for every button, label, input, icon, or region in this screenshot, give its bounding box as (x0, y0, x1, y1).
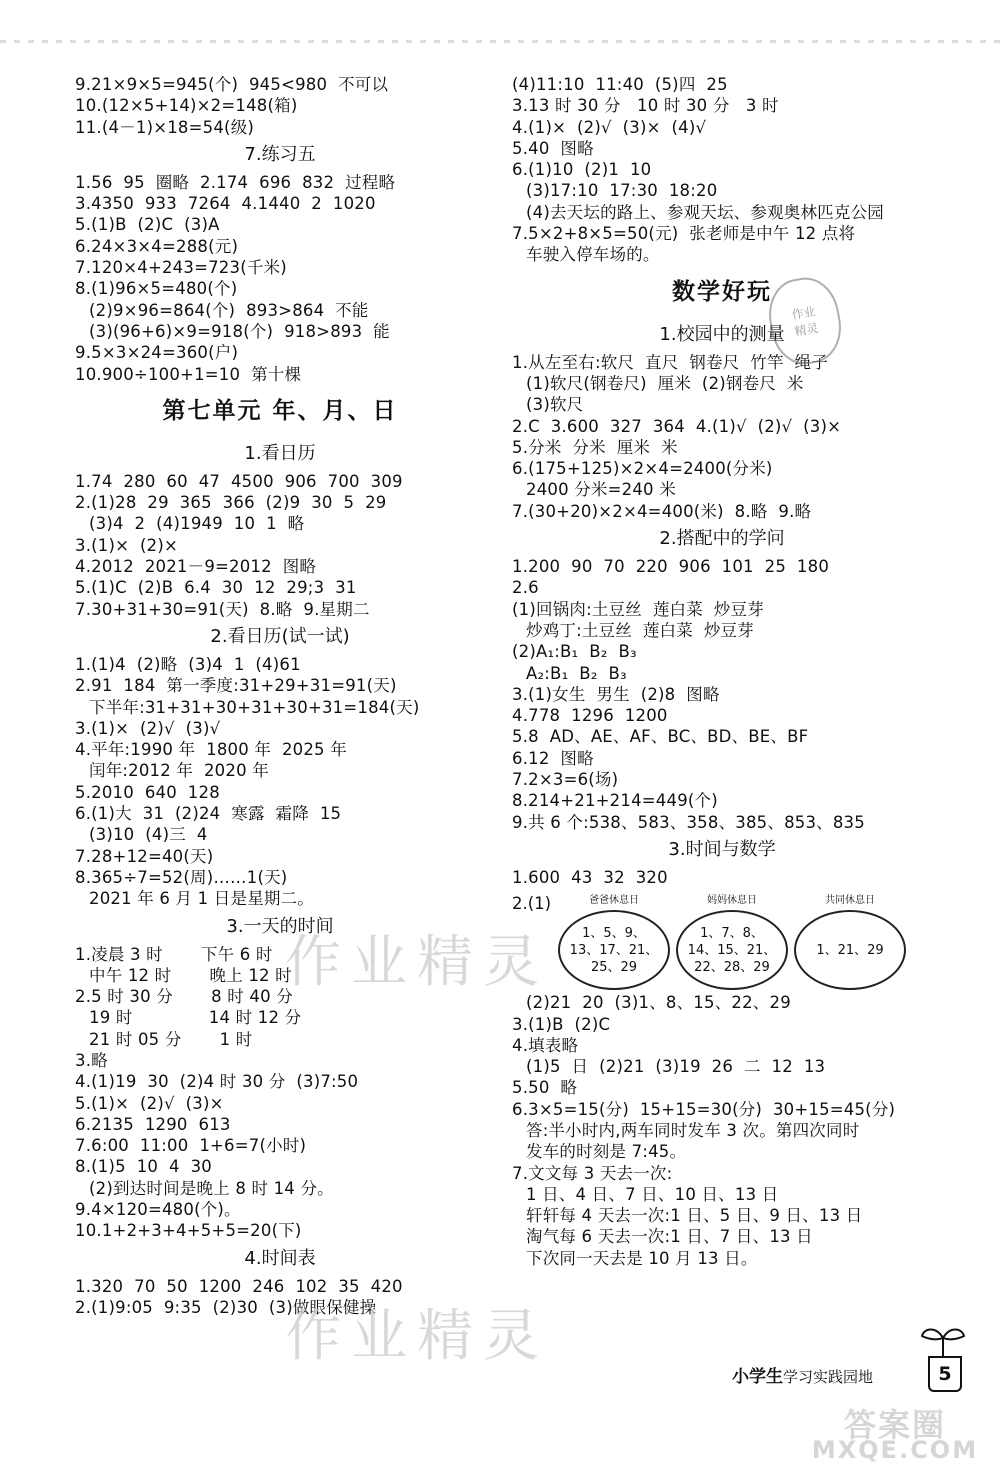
answer-block (75, 342, 485, 385)
answer-block (512, 1120, 932, 1163)
answer-line: 5.(1)× (2)√ (3)× (75, 1093, 224, 1113)
answer-line: 4.填表略 (512, 1035, 579, 1055)
answer-line: (4)去天坛的路上、参观天坛、参观奥林匹克公园 (526, 202, 884, 222)
section-title-calendar-try: 2.看日历(试一试) (210, 625, 350, 647)
answer-block (75, 513, 485, 534)
stamp-line1: 作业 (790, 304, 817, 323)
answer-line: 10.1+2+3+4+5+5=20(下) (75, 1221, 302, 1241)
answer-line: 3.13 时 30 分 10 时 30 分 3 时 (512, 96, 779, 116)
answer-line: 1.74 280 60 47 4500 906 700 309 (75, 471, 403, 491)
answer-block (512, 867, 932, 888)
answer-line: 下次同一天去是 10 月 13 日。 (526, 1248, 758, 1268)
left-column (75, 74, 485, 1318)
answer-line: 10.(12×5+14)×2=148(箱) (75, 96, 298, 116)
answer-line: 2.91 184 第一季度:31+29+31=91(天) (75, 676, 397, 696)
answer-line: 1.(1)4 (2)略 (3)4 1 (4)61 (75, 654, 301, 674)
answer-line: 5.(1)B (2)C (3)A (75, 215, 220, 235)
answer-block (512, 992, 932, 1013)
answer-line: 2.C 3.600 327 364 4.(1)√ (2)√ (3)× (512, 416, 842, 436)
answer-line: 5.8 AD、AE、AF、BC、BD、BE、BF (512, 727, 809, 747)
answer-line: 6.12 图略 (512, 748, 594, 768)
answer-line: 3.(1)女生 男生 (2)8 图略 (512, 684, 720, 704)
section-title-campus-measurement: 1.校园中的测量 (659, 323, 785, 345)
brand-sub: 学习实践园地 (783, 1368, 874, 1386)
watermark-1: 作业精灵 (285, 930, 549, 995)
answer-line: 1.从左至右:软尺 直尺 钢卷尺 竹竿 绳子 (512, 352, 828, 372)
page-number: 5 (928, 1356, 962, 1392)
answer-line: 车驶入停车场的。 (526, 245, 660, 265)
answer-line: 5.50 略 (512, 1078, 578, 1098)
answer-line: 1.凌晨 3 时 下午 6 时 (75, 944, 273, 964)
answer-line: 4.778 1296 1200 (512, 706, 668, 726)
answer-block (75, 535, 485, 620)
answer-line: 答:半小时内,两车同时发车 3 次。第四次同时 (526, 1120, 860, 1140)
answer-line: (3)软尺 (526, 395, 584, 415)
answer-block (75, 172, 485, 300)
answer-line: 轩轩每 4 天去一次:1 日、5 日、9 日、13 日 (526, 1206, 863, 1226)
answer-block (512, 501, 932, 522)
section-title-calendar: 1.看日历 (244, 442, 316, 464)
answer-line: 下半年:31+31+30+31+30+31=184(天) (89, 697, 420, 717)
answer-line: 3.略 (75, 1050, 108, 1070)
answer-line: 6.3×5=15(分) 15+15=30(分) 30+15=45(分) (512, 1099, 896, 1119)
answer-block (75, 300, 485, 343)
stamp-line2: 精灵 (793, 320, 820, 339)
answer-line: 3.4350 933 7264 4.1440 2 1020 (75, 194, 376, 214)
answer-block (75, 471, 485, 514)
answer-block (75, 782, 485, 825)
answer-line: 1 日、4 日、7 日、10 日、13 日 (526, 1184, 779, 1204)
answer-block (512, 1014, 932, 1057)
rest-day-diagram (512, 892, 932, 990)
answer-block (75, 1050, 485, 1178)
answer-line: 11.(4－1)×18=54(级) (75, 117, 255, 137)
answer-block (512, 479, 932, 500)
answer-block (75, 760, 485, 781)
answer-line: 6.24×3×4=288(元) (75, 236, 239, 256)
answer-block (75, 888, 485, 909)
section-title-timetable: 4.时间表 (244, 1247, 316, 1269)
answer-line: 7.28+12=40(天) (75, 846, 214, 866)
answer-line: 7.(30+20)×2×4=400(米) 8.略 9.略 (512, 501, 812, 521)
answer-line: 炒鸡丁:土豆丝 莲白菜 炒豆芽 (526, 620, 754, 640)
answer-line: 7.文文每 3 天去一次: (512, 1163, 673, 1183)
answer-line: (2)21 20 (3)1、8、15、22、29 (526, 993, 791, 1013)
answer-line: 中午 12 时 晚上 12 时 (89, 965, 292, 985)
answer-block (75, 697, 485, 718)
answer-line: 7.6:00 11:00 1+6=7(小时) (75, 1136, 307, 1156)
answer-line: 闰年:2012 年 2020 年 (89, 761, 269, 781)
common-caption: 共同休息日 (825, 895, 875, 907)
answer-line: 9.共 6 个:538、583、358、385、853、835 (512, 812, 865, 832)
answer-block (75, 654, 485, 697)
answer-line: (3)10 (4)三 4 (89, 825, 208, 845)
common-rest-days (794, 892, 906, 990)
answer-line: 9.5×3×24=360(户) (75, 343, 239, 363)
answer-line: 6.(175+125)×2×4=2400(分米) (512, 459, 773, 479)
dad-rest-days (558, 892, 670, 990)
answer-line: 3.(1)× (2)√ (3)√ (75, 718, 221, 738)
answer-line: (3)4 2 (4)1949 10 1 略 (89, 514, 305, 534)
answer-line: 4.2012 2021－9=2012 图略 (75, 557, 317, 577)
answer-line: (2)9×96=864(个) 893>864 不能 (89, 300, 369, 320)
answer-line: 5.40 图略 (512, 138, 594, 158)
answer-line: 2.6 (512, 578, 539, 598)
answer-block (512, 180, 932, 223)
answer-block (512, 373, 932, 416)
site-watermark: 答案圈 (843, 1406, 946, 1444)
answer-line: 2.5 时 30 分 8 时 40 分 (75, 987, 293, 1007)
answer-line: 2021 年 6 月 1 日是星期二。 (89, 889, 315, 909)
answer-line: 7.5×2+8×5=50(元) 张老师是中午 12 点将 (512, 224, 856, 244)
unit-title-year-month-day: 第七单元 年、月、日 (162, 397, 398, 424)
answer-line: 8.214+21+214=449(个) (512, 791, 718, 811)
answer-line: 3.(1)× (2)× (75, 535, 179, 555)
answer-line: 6.(1)10 (2)1 10 (512, 160, 652, 180)
sprout-icon (918, 1322, 968, 1356)
answer-block (512, 641, 932, 662)
answer-line: 1.320 70 50 1200 246 102 35 420 (75, 1276, 403, 1296)
watermark-2: 作业精灵 (285, 1304, 549, 1369)
mom-ellipse: 1、7、8、 14、15、21、 22、28、29 (676, 910, 788, 990)
answer-block (75, 824, 485, 845)
answer-line: 1.600 43 32 320 (512, 867, 668, 887)
section-title-practice-5: 7.练习五 (244, 143, 316, 165)
unit-title-math-fun: 数学好玩 (672, 278, 772, 305)
section-title-time-of-day: 3.一天的时间 (226, 915, 334, 937)
answer-block (512, 1184, 932, 1269)
answer-block (512, 244, 932, 265)
answer-line: 7.2×3=6(场) (512, 770, 619, 790)
right-column (512, 74, 932, 1269)
section-title-matching: 2.搭配中的学问 (659, 528, 785, 550)
answer-block (75, 846, 485, 889)
answer-line: 发车的时刻是 7:45。 (526, 1142, 687, 1162)
common-ellipse: 1、21、29 (794, 910, 906, 990)
answer-block (512, 1163, 932, 1184)
answer-line: 21 时 05 分 1 时 (89, 1029, 253, 1049)
brand-main: 小学生 (732, 1367, 783, 1387)
site-watermark-url: MXQE.COM (811, 1436, 979, 1464)
answer-line: (3)(96+6)×9=918(个) 918>893 能 (89, 321, 390, 341)
mom-rest-days (676, 892, 788, 990)
answer-line: 8.(1)96×5=480(个) (75, 279, 238, 299)
mom-caption: 妈妈休息日 (707, 895, 757, 907)
answer-block (75, 1007, 485, 1050)
answer-line: A₂:B₁ B₂ B₃ (526, 663, 627, 683)
answer-line: (1)5 日 (2)21 (3)19 26 二 12 13 (526, 1057, 826, 1077)
answer-block (512, 74, 932, 180)
answer-line: 8.365÷7=52(周)……1(天) (75, 867, 288, 887)
answer-block (512, 352, 932, 373)
answer-line: 4.(1)× (2)√ (3)× (4)√ (512, 117, 707, 137)
answer-line: 10.900÷100+1=10 第十棵 (75, 364, 302, 384)
answer-line: 4.(1)19 30 (2)4 时 30 分 (3)7:50 (75, 1072, 359, 1092)
answer-block (512, 1056, 932, 1077)
answer-line: 2.(1)28 29 365 366 (2)9 30 5 29 (75, 493, 387, 513)
answer-block (512, 663, 932, 684)
answer-block (512, 416, 932, 480)
dad-ellipse: 1、5、9、 13、17、21、 25、29 (558, 910, 670, 990)
answer-line: (3)17:10 17:30 18:20 (526, 181, 718, 201)
answer-line: 6.2135 1290 613 (75, 1114, 231, 1134)
answer-block (512, 556, 932, 620)
answer-line: 9.21×9×5=945(个) 945<980 不可以 (75, 75, 389, 94)
answer-line: 5.2010 640 128 (75, 782, 220, 802)
answer-line: 6.(1)大 31 (2)24 寒露 霜降 15 (75, 804, 342, 824)
answer-line: (2)A₁:B₁ B₂ B₃ (512, 642, 637, 662)
answer-line: 8.(1)5 10 4 30 (75, 1157, 212, 1177)
answer-line: 5.(1)C (2)B 6.4 30 12 29;3 31 (75, 578, 357, 598)
answer-block (75, 74, 485, 138)
answer-block (512, 223, 932, 244)
answer-block (512, 1077, 932, 1120)
answer-block (75, 718, 485, 761)
answer-line: 淘气每 6 天去一次:1 日、7 日、13 日 (526, 1227, 813, 1247)
answer-line: 1.200 90 70 220 906 101 25 180 (512, 557, 830, 577)
answer-line: 7.30+31+30=91(天) 8.略 9.星期二 (75, 599, 370, 619)
answer-block (75, 1178, 485, 1199)
answer-line: (1)回锅肉:土豆丝 莲白菜 炒豆芽 (512, 599, 764, 619)
answer-block (512, 620, 932, 641)
answer-line: 2400 分米=240 米 (526, 480, 676, 500)
answer-line: (2)到达时间是晚上 8 时 14 分。 (89, 1178, 334, 1198)
answer-line: (1)软尺(钢卷尺) 厘米 (2)钢卷尺 米 (526, 373, 804, 393)
answer-line: 3.(1)B (2)C (512, 1014, 611, 1034)
answer-line: 5.分米 分米 厘米 米 (512, 437, 678, 457)
answer-line: 4.平年:1990 年 1800 年 2025 年 (75, 740, 347, 760)
answer-line: 9.4×120=480(个)。 (75, 1200, 241, 1220)
answer-block (75, 1199, 485, 1242)
answer-line: 19 时 14 时 12 分 (89, 1008, 302, 1028)
footer-brand (732, 1362, 873, 1387)
answer-line: 7.120×4+243=723(千米) (75, 258, 287, 278)
answer-line: 1.56 95 圈略 2.174 696 832 过程略 (75, 172, 396, 192)
answer-block (512, 684, 932, 833)
top-edge-dots (0, 40, 1000, 43)
answer-line: 2.(1)9:05 9:35 (2)30 (3)做眼保健操 (75, 1297, 377, 1317)
diagram-label: 2.(1) (512, 894, 552, 914)
answer-line: (4)11:10 11:40 (5)四 25 (512, 75, 728, 94)
section-title-time-and-math: 3.时间与数学 (668, 838, 776, 860)
dad-caption: 爸爸休息日 (589, 895, 639, 907)
